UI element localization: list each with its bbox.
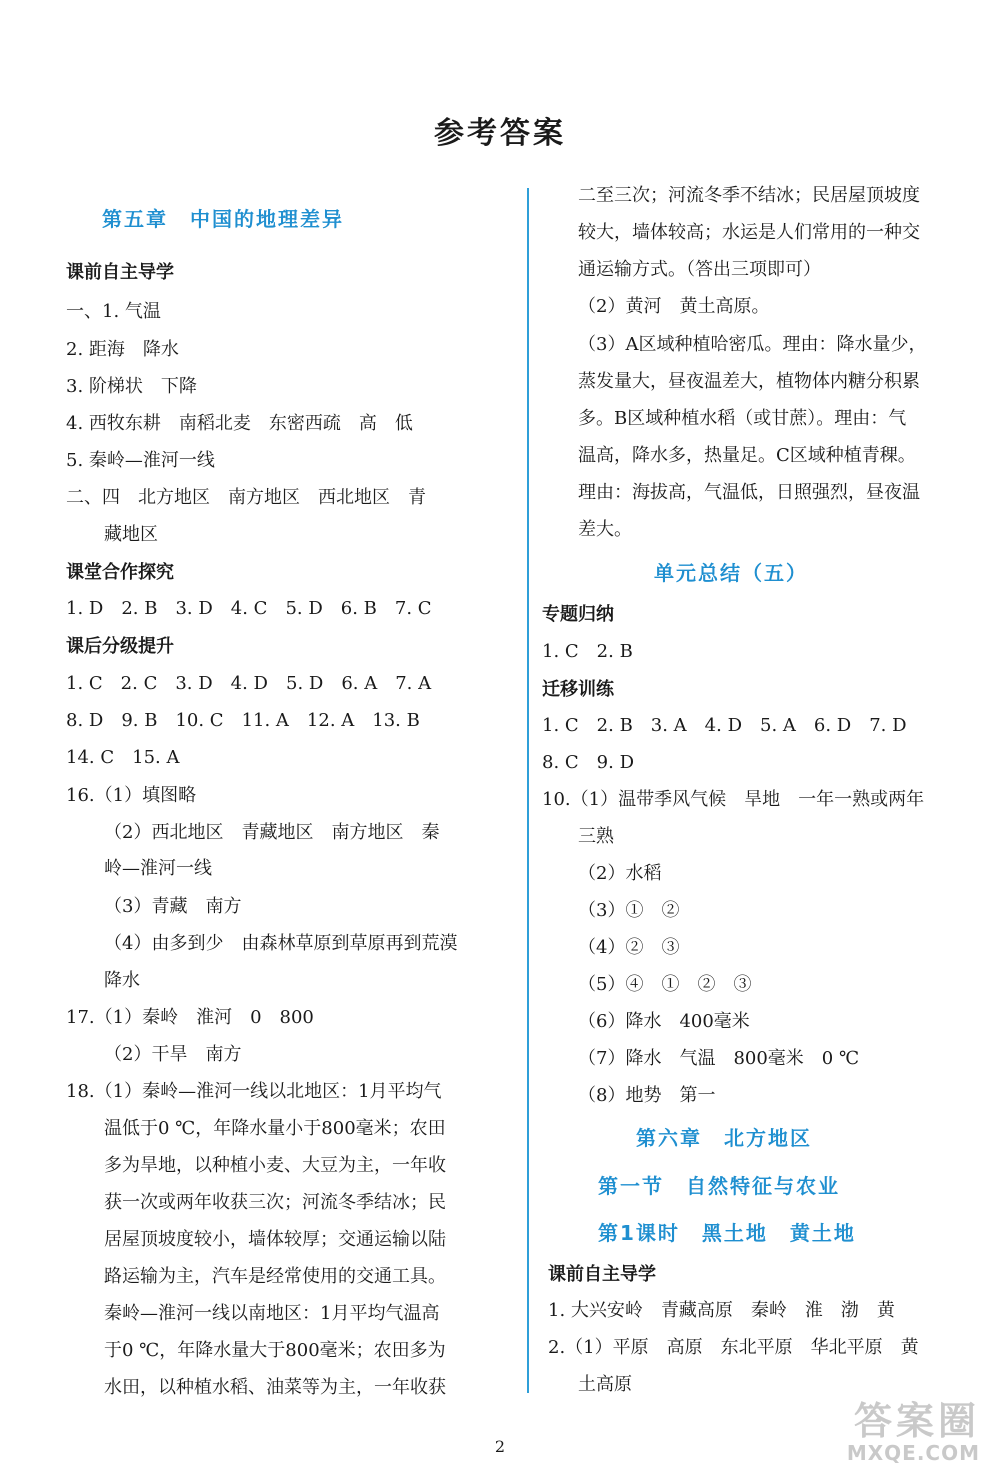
answer-line: （3）青藏 南方 (104, 896, 242, 917)
answer-line: 1. C 2. C 3. D 4. D 5. D 6. A 7. A (66, 673, 432, 694)
answer-line: 多为旱地，以种植小麦、大豆为主，一年收 (104, 1155, 446, 1176)
subsection-heading: 课后分级提升 (66, 636, 174, 657)
subsection-heading: 课前自主导学 (66, 262, 174, 283)
answer-line: 藏地区 (104, 524, 158, 545)
answer-line: 10.（1）温带季风气候 旱地 一年一熟或两年 (542, 789, 925, 810)
answer-line: 较大，墙体较高；水运是人们常用的一种交 (578, 222, 920, 243)
answer-line: 获一次或两年收获三次；河流冬季结冰；民 (104, 1192, 446, 1213)
answer-line: 一、1. 气温 (66, 301, 161, 322)
answer-line: 4. 西牧东耕 南稻北麦 东密西疏 高 低 (66, 413, 413, 434)
answer-line: 14. C 15. A (66, 747, 180, 768)
answer-line: 3. 阶梯状 下降 (66, 376, 197, 397)
section-heading: 单元总结（五） (654, 561, 808, 585)
watermark-sub: MXQE.COM (846, 1441, 980, 1465)
section-heading: 第1课时 黑土地 黄土地 (598, 1221, 856, 1245)
column-divider (527, 188, 529, 1393)
answer-line: 温低于0 ℃，年降水量小于800毫米；农田 (104, 1118, 446, 1139)
answer-line: 二、四 北方地区 南方地区 西北地区 青 (66, 487, 426, 508)
answer-line: （3）① ② (578, 900, 680, 921)
answer-line: 多。B区域种植水稻（或甘蔗）。理由：气 (578, 408, 907, 429)
answer-line: 二至三次；河流冬季不结冰；民居屋顶坡度 (578, 185, 920, 206)
watermark-main: 答案圈 (853, 1399, 980, 1443)
answer-line: 16.（1）填图略 (66, 785, 197, 806)
page-number: 2 (494, 1437, 506, 1456)
answer-line: 蒸发量大，昼夜温差大，植物体内糖分积累 (578, 371, 920, 392)
answer-line: （4）由多到少 由森林草原到草原再到荒漠 (104, 933, 458, 954)
answer-line: （7）降水 气温 800毫米 0 ℃ (578, 1048, 860, 1069)
answer-line: 水田，以种植水稻、油菜等为主，一年收获 (104, 1377, 446, 1398)
answer-line: （2）西北地区 青藏地区 南方地区 秦 (104, 822, 440, 843)
answer-line: （3）A区域种植哈密瓜。理由：降水量少， (578, 334, 927, 355)
answer-line: 1. C 2. B (542, 641, 633, 662)
answer-line: （6）降水 400毫米 (578, 1011, 750, 1032)
answer-line: 土高原 (578, 1374, 632, 1395)
answer-line: 2.（1）平原 高原 东北平原 华北平原 黄 (548, 1337, 919, 1358)
page-title: 参考答案 (434, 116, 566, 151)
answer-line: 居屋顶坡度较小，墙体较厚；交通运输以陆 (104, 1229, 446, 1250)
answer-line: 温高，降水多，热量足。C区域种植青稞。 (578, 445, 916, 466)
answer-line: （5）④ ① ② ③ (578, 974, 752, 995)
answer-line: 5. 秦岭—淮河一线 (66, 450, 215, 471)
answer-line: 路运输为主，汽车是经常使用的交通工具。 (104, 1266, 446, 1287)
answer-line: 降水 (104, 970, 140, 991)
answer-line: 岭—淮河一线 (104, 858, 212, 879)
section-heading: 第一节 自然特征与农业 (598, 1174, 840, 1198)
answer-line: 18.（1）秦岭—淮河一线以北地区：1月平均气 (66, 1081, 442, 1102)
answer-line: （8）地势 第一 (578, 1085, 716, 1106)
answer-line: 理由：海拔高，气温低，日照强烈，昼夜温 (578, 482, 920, 503)
answer-line: （2）水稻 (578, 863, 662, 884)
subsection-heading: 迁移训练 (542, 679, 614, 700)
answer-line: 17.（1）秦岭 淮河 0 800 (66, 1007, 314, 1028)
section-heading: 第六章 北方地区 (636, 1126, 812, 1150)
answer-line: 于0 ℃，年降水量大于800毫米；农田多为 (104, 1340, 446, 1361)
answer-line: 2. 距海 降水 (66, 339, 179, 360)
answer-line: （2）黄河 黄土高原。 (578, 296, 770, 317)
answer-line: 1. C 2. B 3. A 4. D 5. A 6. D 7. D (542, 715, 907, 736)
watermark-logo (820, 1399, 980, 1469)
answer-line: （4）② ③ (578, 937, 680, 958)
answer-line: （2）干旱 南方 (104, 1044, 242, 1065)
section-heading: 第五章 中国的地理差异 (102, 207, 344, 231)
answer-line: 差大。 (578, 519, 632, 540)
answer-line: 8. D 9. B 10. C 11. A 12. A 13. B (66, 710, 420, 731)
subsection-heading: 课前自主导学 (548, 1264, 656, 1285)
answer-line: 1. D 2. B 3. D 4. C 5. D 6. B 7. C (66, 598, 432, 619)
answer-line: 8. C 9. D (542, 752, 634, 773)
answer-line: 1. 大兴安岭 青藏高原 秦岭 淮 渤 黄 (548, 1300, 895, 1321)
answer-line: 秦岭—淮河一线以南地区：1月平均气温高 (104, 1303, 440, 1324)
subsection-heading: 专题归纳 (542, 604, 614, 625)
subsection-heading: 课堂合作探究 (66, 562, 174, 583)
answer-line: 三熟 (578, 826, 614, 847)
answer-line: 通运输方式。（答出三项即可） (578, 259, 821, 280)
